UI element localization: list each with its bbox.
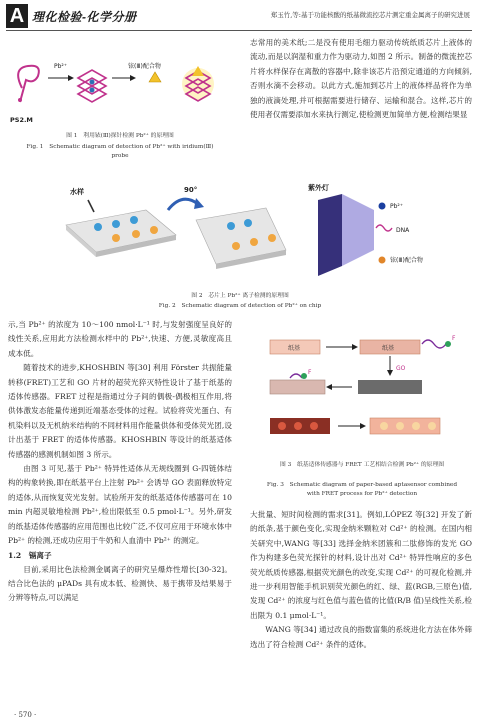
paragraph: 示,当 Pb²⁺ 的浓度为 10～100 nmol·L⁻¹ 时,与发射强度呈良好的线性关系,应用此方法检测水样中的 Pb²⁺,快速、方便,灵敏度高且成本低。 [8, 320, 232, 358]
journal-name: 理化检验-化学分册 [32, 10, 137, 24]
ps2m-strand-left [18, 66, 39, 102]
fig2-uv-label: 紫外灯 [308, 184, 329, 192]
aptamer-strand [422, 340, 446, 348]
fig1-pb-label: Pb²⁺ [54, 63, 67, 70]
figure-2 [56, 180, 426, 290]
strand-end [18, 98, 22, 102]
fig2-legend-complex: 铱(Ⅲ)配合物 [390, 257, 423, 264]
fig1-ps2m-label: PS2.M [10, 116, 33, 124]
g-quadruplex [78, 70, 106, 102]
running-title: 郑玉竹,等:基于功能核酸的纸基微流控芯片测定重金属离子的研究进展 [270, 11, 470, 19]
figure-3-graphic [250, 330, 472, 458]
chip-tilted [196, 208, 286, 269]
fig2-angle-label: 90° [184, 186, 198, 194]
fluorescent-product [182, 66, 214, 101]
paragraph: 志常用的美术纸;二是没有使用毛细力驱动传统纸质芯片上液体的流动,而是以润湿和重力作为驱动力,如图 2 所示。制备的微流控芯片将水样保存在离散的容器中,除非该芯片沿预定通道的方向倾斜,否则水滴不会移动。以此方式,施加到芯片上的液体样品将作为单独的液滴处理,并可根据需要进行储存、运输和混合。这样,芯片的使用者仅需要添加水来执行测定,使检测更加简单方便,检测结果显 [250, 38, 472, 120]
legend-dna-strand [376, 225, 392, 231]
paragraph: 随着技术的进步,KHOSHBIN 等[30] 利用 Förster 共振能量转移(FRET)工艺和 GO 片材的超荧光猝灭特性设计了基于纸基的适体传感器。FRET 过程是指通过分子间的偶极-偶极相互作用,将供体激发态能量传递到近端基态受体的过程。试验将荧光蛋白、有机染料以及无机纳米结构的不同材料用作能量供体和受体荧光团,设计出基于 FRET 的适体传感器。KHOSHBIN 等设计的纸基适体传感器的感测机制如图 3 所示。 [8, 363, 232, 459]
iridium-complex-triangle [149, 72, 161, 82]
fig3-f-label-1: F [452, 335, 456, 342]
legend-pb-dot [379, 203, 386, 210]
paragraph: WANG 等[34] 通过改良的指数富集的系统进化方法在体外筛选出了符合检测 Cd²⁺ 条件的适体。 [250, 625, 472, 649]
right-column-top-text [250, 36, 472, 122]
right-column-bottom-text [250, 508, 472, 652]
section-heading: 1.2 镉离子 [8, 550, 52, 560]
figure-2-caption-cn: 图 2 芯片上 Pb²⁺ 离子检测的原理图 [191, 293, 289, 299]
go-sheet [358, 380, 422, 394]
fig2-water-label: 水样 [70, 188, 84, 196]
figure-1-caption-cn: 图 1 利用铱(Ⅲ)探针检测 Pb²⁺ 的原理图 [66, 133, 174, 139]
chip-flat [66, 210, 176, 257]
paragraph: 目前,采用比色法检测金属离子的研究呈爆炸性增长[30-32]。结合比色法的 μPADs 具有成本低、检测快、易于携带及结果易于分辨等特点,可以满足 [8, 564, 232, 603]
fig2-legend-pb: Pb²⁺ [390, 203, 403, 210]
uv-screen [318, 194, 342, 276]
figure-1-graphic [8, 38, 232, 130]
figure-1-caption-en: Fig. 1 Schematic diagram of detection of Pb²⁺ with iridium(Ⅲ) probe [26, 144, 214, 159]
paper-pad-3 [270, 380, 325, 394]
legend-complex-dot [379, 257, 386, 264]
journal-logo: A [6, 4, 28, 28]
fig3-paper-label-2: 纸基 [382, 345, 395, 352]
page-number: · 570 · [14, 711, 37, 719]
paragraph: 大批量、短时间检测的需求[31]。例如,LÓPEZ 等[32] 开发了新的纸条,基于颜色变化,实现金纳米颗粒对 Cd²⁺ 的检测。在国内相关研究中,WANG 等[33] 选择金纳米团簇和二肽修饰的发光 GO 作为构建多色荧光探针的材料,设计出对 Cd²⁺ 特异性响应的多色荧光纸质传感器,根据荧光颜色的改变,实现 Cd²⁺ 的可视化检测,并进一步利用智能手机识别荧光颜色的红、绿、蓝(RGB,三原色)值,发现 Cd²⁺ 的浓度与红色值与蓝色值的比值(R/B 值)呈线性关系,检出限为 0.1 μmol·L⁻¹。 [250, 510, 472, 620]
figure-3 [250, 330, 472, 458]
fig3-go-label: GO [396, 365, 406, 372]
header-rule [6, 30, 472, 31]
figure-1 [8, 38, 232, 130]
figure-2-graphic [56, 180, 426, 290]
uv-beam [342, 194, 374, 266]
left-column-text [8, 318, 232, 606]
paragraph: 由图 3 可见,基于 Pb²⁺ 特异性适体从无规线圈到 G-四链体结构的构象转换,即在纸基平台上注射 Pb²⁺ 会诱导 GO 表面释放特定的适体,从而恢复荧光发射。试验所开发的纸基适体传感器可在 10 min 内超灵敏地检测 Pb²⁺,检出限低至 0.5 pmol·L⁻¹。另外,研发的纸基适体传感器的应用范围也比较广泛,不仅可应用于环境水体中 Pb²⁺ 的检测,还成功应用于牛奶和人血清中 Pb²⁺ 的测定。 [8, 464, 232, 546]
figure-3-caption-cn: 图 3 纸基适体传感器与 FRET 工艺相结合检测 Pb²⁺ 的原理图 [279, 462, 445, 468]
fig3-f-label-2: F [308, 369, 312, 376]
fig2-legend-dna: DNA [396, 227, 410, 234]
fig3-paper-label-1: 纸基 [288, 345, 301, 352]
fig1-complex-label: 铱(Ⅲ)配合物 [128, 63, 161, 70]
figure-2-caption-en: Fig. 2 Schematic diagram of detection of Pb²⁺ on chip [158, 303, 322, 309]
figure-3-caption-en: Fig. 3 Schematic diagram of paper-based aptasensor combined with FRET process for Pb²⁺ detection [266, 482, 458, 497]
